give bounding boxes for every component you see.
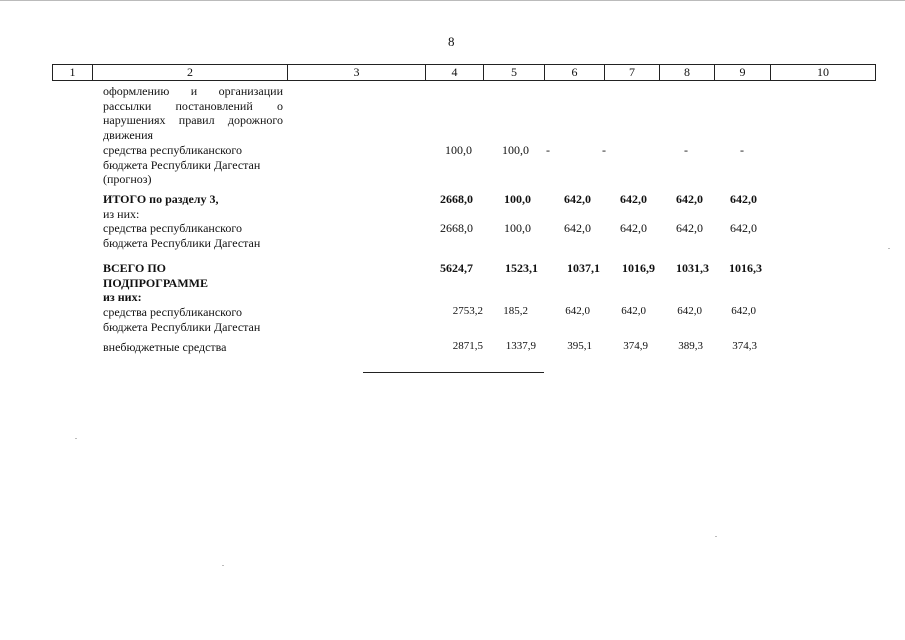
row-line: бюджета Республики Дагестан [103, 319, 261, 334]
cell-value: 374,3 [732, 340, 757, 352]
cell-value: 100,0 [502, 143, 529, 157]
row-line: средства республиканского [103, 143, 243, 157]
row-line: рассылки постановлений о [103, 98, 283, 113]
cell-value: - [684, 143, 688, 157]
row-line: из них: [103, 206, 140, 221]
scan-speck [715, 536, 717, 537]
cell-value: - [602, 143, 606, 157]
cell-value: 2668,0 [440, 221, 473, 235]
cell-value: 642,0 [620, 192, 647, 206]
scan-speck [75, 438, 77, 439]
cell-value: - [546, 143, 550, 157]
cell-value: 1031,3 [676, 261, 709, 275]
row-line: оформлению и организации [103, 84, 283, 98]
header-col-9: 9 [715, 65, 771, 80]
cell-value: 395,1 [567, 340, 592, 352]
table-header-row [52, 64, 876, 81]
cell-value: 100,0 [445, 143, 472, 157]
cell-value: 642,0 [564, 192, 591, 206]
row-description-subprogram-total [103, 261, 283, 305]
row-line: ИТОГО по разделу 3, [103, 192, 219, 206]
cell-value: 1037,1 [567, 261, 600, 275]
cell-value: 2871,5 [452, 340, 483, 352]
scan-speck [222, 565, 224, 566]
cell-value: 642,0 [677, 305, 702, 317]
row-line: средства республиканского [103, 221, 243, 235]
header-col-7: 7 [605, 65, 660, 80]
cell-value: 1337,9 [505, 340, 536, 352]
row-description-budget [103, 305, 283, 334]
header-col-10: 10 [817, 65, 829, 79]
cell-value: 1016,3 [729, 261, 762, 275]
cell-value: 642,0 [730, 192, 757, 206]
cell-value: 642,0 [621, 305, 646, 317]
scan-speck [888, 248, 890, 249]
cell-value: 2668,0 [440, 192, 473, 206]
row-line: из них: [103, 290, 142, 304]
cell-value: 100,0 [504, 192, 531, 206]
header-col-5: 5 [484, 65, 545, 80]
row-line: ПОДПРОГРАММЕ [103, 275, 209, 290]
row-line: нарушениях правил дорожного [103, 113, 283, 127]
row-line: ВСЕГО ПО [103, 261, 167, 275]
row-line: (прогноз) [103, 172, 152, 186]
cell-value: 642,0 [565, 305, 590, 317]
cell-value: 100,0 [504, 221, 531, 235]
cell-value: 185,2 [503, 305, 528, 317]
cell-value: 374,9 [623, 340, 648, 352]
cell-value: 1523,1 [505, 261, 538, 275]
header-col-8: 8 [660, 65, 715, 80]
row-description-continuation [103, 84, 283, 142]
row-line: бюджета Республики Дагестан [103, 235, 261, 250]
header-col-4: 4 [426, 65, 484, 80]
row-line: внебюджетные средства [103, 340, 227, 354]
row-description-section-total [103, 192, 283, 221]
page-number: 8 [448, 34, 455, 49]
cell-value: 5624,7 [440, 261, 473, 275]
scan-top-edge [0, 0, 905, 1]
header-col-1: 1 [53, 65, 93, 80]
cell-value: 642,0 [730, 221, 757, 235]
row-description-budget [103, 221, 283, 250]
cell-value: 642,0 [731, 305, 756, 317]
row-line: движения [103, 127, 154, 142]
header-col-2: 2 [93, 65, 288, 80]
cell-value: 642,0 [676, 192, 703, 206]
row-description-extrabudgetary [103, 340, 283, 355]
cell-value: 1016,9 [622, 261, 655, 275]
cell-value: 389,3 [678, 340, 703, 352]
cell-value: - [740, 143, 744, 157]
row-line: средства республиканского [103, 305, 243, 319]
row-line: бюджета Республики Дагестан [103, 157, 261, 172]
header-col-6: 6 [545, 65, 605, 80]
cell-value: 642,0 [564, 221, 591, 235]
end-divider-line [363, 372, 544, 373]
cell-value: 2753,2 [452, 305, 483, 317]
cell-value: 642,0 [620, 221, 647, 235]
cell-value: 642,0 [676, 221, 703, 235]
row-description-budget-forecast [103, 143, 283, 187]
header-col-3: 3 [288, 65, 426, 80]
